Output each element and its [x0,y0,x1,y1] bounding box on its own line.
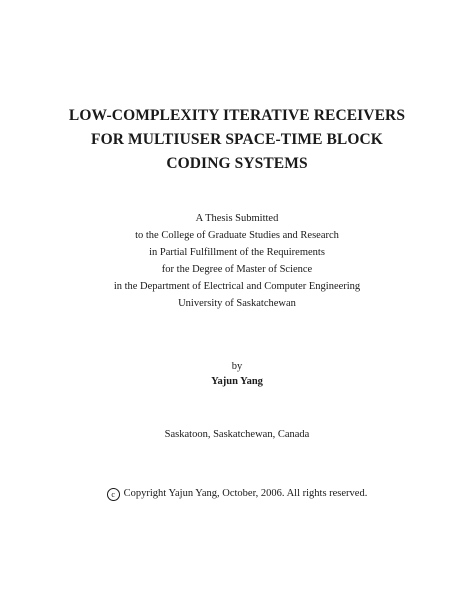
copyright-text: Copyright Yajun Yang, October, 2006. All rights reserved. [123,488,368,499]
submission-line-1: A Thesis Submitted [195,213,279,224]
thesis-title [0,104,474,176]
by-label: by [231,361,243,372]
submission-statement [0,210,474,312]
submission-line-2: to the College of Graduate Studies and Research [135,230,339,241]
copyright-notice [0,486,474,502]
copyright-icon: c [107,488,120,501]
title-line-1: LOW-COMPLEXITY ITERATIVE RECEIVERS [68,107,406,124]
submission-line-6: University of Saskatchewan [178,298,296,309]
author-name: Yajun Yang [211,376,263,387]
submission-line-4: for the Degree of Master of Science [161,264,313,275]
submission-line-3: in Partial Fulfillment of the Requirements [149,247,325,258]
location: Saskatoon, Saskatchewan, Canada [164,429,310,440]
title-line-2: FOR MULTIUSER SPACE-TIME BLOCK [91,131,383,148]
title-line-3: CODING SYSTEMS [166,155,308,172]
submission-line-5: in the Department of Electrical and Computer Engineering [113,281,361,292]
